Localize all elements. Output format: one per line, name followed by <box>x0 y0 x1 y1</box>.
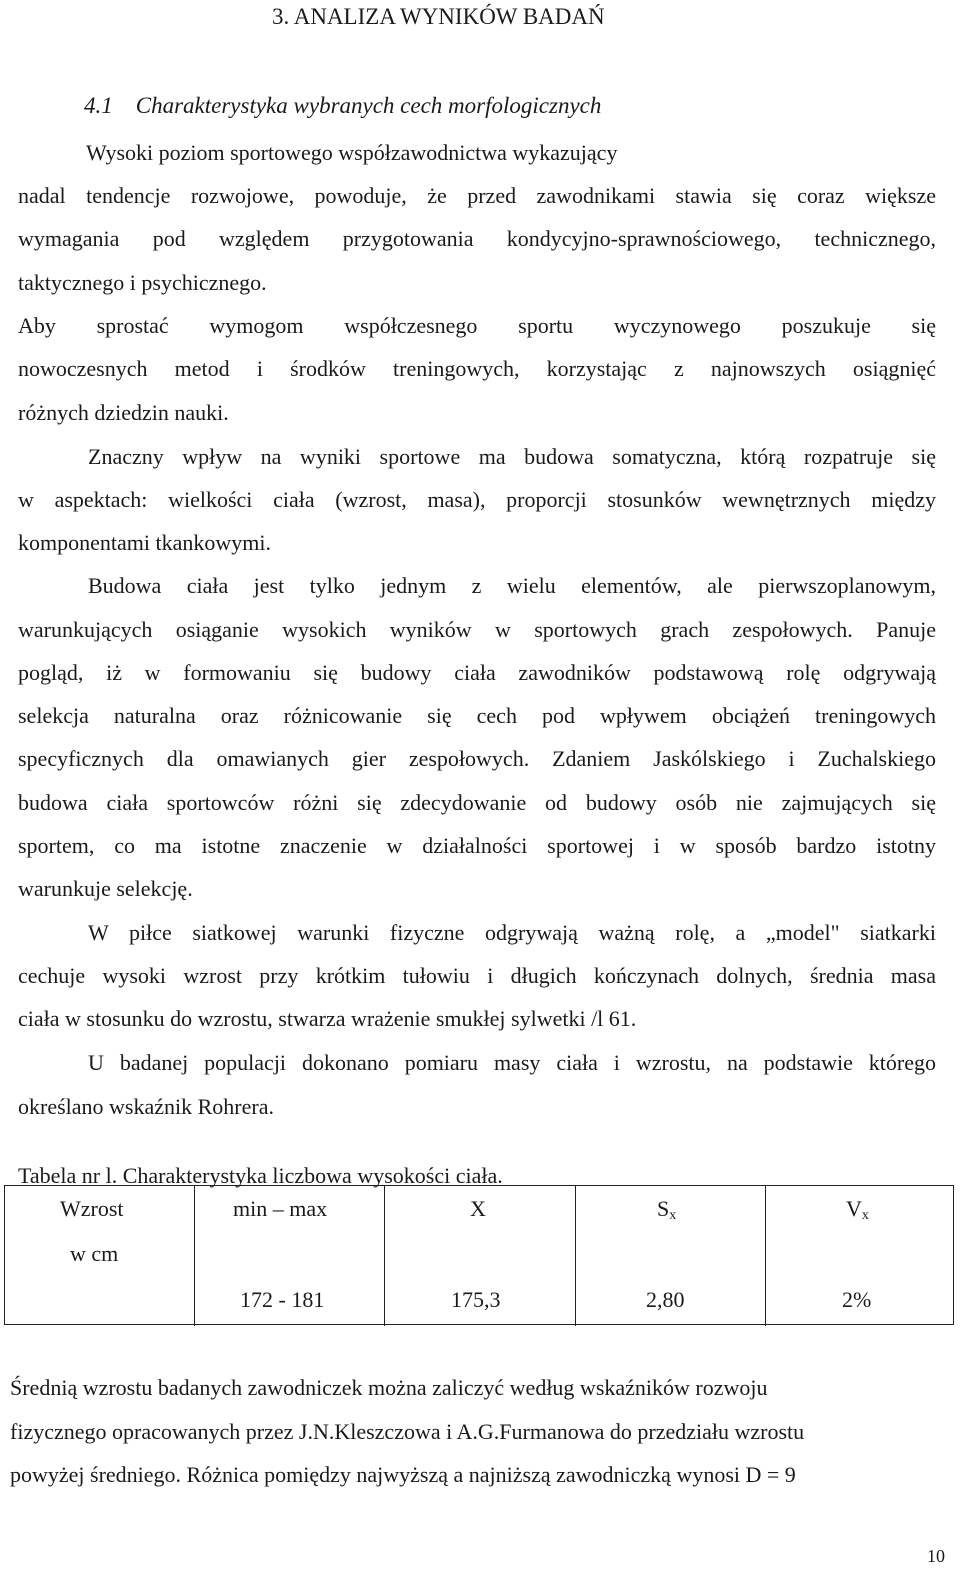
table-divider <box>194 1185 195 1326</box>
table-divider <box>575 1185 576 1326</box>
text-line: warunkuje selekcję. <box>18 876 193 901</box>
text-line: U badanej populacji dokonano pomiaru masy ciała i wzrostu, na podstawie którego <box>88 1050 936 1075</box>
text-line: fizycznego opracowanych przez J.N.Kleszczowa i A.G.Furmanowa do przedziału wzrostu <box>10 1419 805 1444</box>
table-divider <box>384 1185 385 1326</box>
table-cell-mean: 175,3 <box>451 1287 501 1312</box>
text-line: w aspektach: wielkości ciała (wzrost, masa), proporcji stosunków wewnętrznych między <box>18 487 936 512</box>
text-line: pogląd, iż w formowaniu się budowy ciała zawodników podstawową rolę odgrywają <box>18 660 936 685</box>
table-header-wzrost: Wzrost <box>60 1196 124 1221</box>
table-cell-cv: 2% <box>842 1287 872 1312</box>
text-line: warunkujących osiąganie wysokich wyników w sportowych grach zespołowych. Panuje <box>18 617 936 642</box>
text-line: nowoczesnych metod i środków treningowych, korzystając z najnowszych osiągnięć <box>18 356 936 381</box>
section-heading <box>84 93 601 119</box>
cv-subscript: x <box>861 1208 869 1223</box>
text-line: sportem, co ma istotne znaczenie w działalności sportowej i w sposób bardzo istotny <box>18 833 936 858</box>
text-line: różnych dziedzin nauki. <box>18 400 229 425</box>
sd-subscript: x <box>669 1208 677 1223</box>
table-header-mean: X <box>470 1196 486 1221</box>
text-line: Znaczny wpływ na wyniki sportowe ma budowa somatyczna, którą rozpatruje się <box>88 444 936 469</box>
table-divider <box>765 1185 766 1326</box>
table-cell-minmax: 172 - 181 <box>240 1287 325 1312</box>
table-caption: Tabela nr l. Charakterystyka liczbowa wysokości ciała. <box>18 1163 503 1188</box>
text-line: Średnią wzrostu badanych zawodniczek można zaliczyć według wskaźników rozwoju <box>10 1375 768 1400</box>
text-line: selekcja naturalna oraz różnicowanie się cech pod wpływem obciążeń treningowych <box>18 703 936 728</box>
text-line: powyżej średniego. Różnica pomiędzy najwyższą a najniższą zawodniczką wynosi D = 9 <box>10 1462 796 1487</box>
text-line: określano wskaźnik Rohrera. <box>18 1094 274 1119</box>
text-line: wymagania pod względem przygotowania kondycyjno-sprawnościowego, technicznego, <box>18 226 936 251</box>
table-header-cv <box>846 1196 869 1229</box>
text-line: komponentami tkankowymi. <box>18 530 271 555</box>
text-line: Budowa ciała jest tylko jednym z wielu elementów, ale pierwszoplanowym, <box>88 573 936 598</box>
chapter-title: 3. ANALIZA WYNIKÓW BADAŃ <box>272 4 605 29</box>
sd-symbol: S <box>657 1196 670 1221</box>
text-line: Wysoki poziom sportowego współzawodnictwa wykazujący <box>86 140 618 165</box>
section-number: 4.1 <box>84 93 113 118</box>
text-line: budowa ciała sportowców różni się zdecydowanie od budowy osób nie zajmujących się <box>18 790 936 815</box>
page-number: 10 <box>927 1546 945 1566</box>
cv-symbol: V <box>846 1196 862 1221</box>
text-line: cechuje wysoki wzrost przy krótkim tułowiu i długich kończynach dolnych, średnia masa <box>18 963 936 988</box>
table-header-sd <box>657 1196 676 1229</box>
text-line: taktycznego i psychicznego. <box>18 270 267 295</box>
table-cell-sd: 2,80 <box>646 1287 685 1312</box>
text-line: Aby sprostać wymogom współczesnego sportu wyczynowego poszukuje się <box>18 313 936 338</box>
text-line: nadal tendencje rozwojowe, powoduje, że przed zawodnikami stawia się coraz większe <box>18 183 936 208</box>
text-line: ciała w stosunku do wzrostu, stwarza wrażenie smukłej sylwetki /l 61. <box>18 1006 637 1031</box>
text-line: specyficznych dla omawianych gier zespołowych. Zdaniem Jaskólskiego i Zuchalskiego <box>18 746 936 771</box>
section-title: Charakterystyka wybranych cech morfologicznych <box>135 93 602 118</box>
table-header-unit: w cm <box>70 1241 119 1266</box>
table-header-minmax: min – max <box>233 1196 328 1221</box>
text-line: W piłce siatkowej warunki fizyczne odgrywają ważną rolę, a „model" siatkarki <box>88 920 936 945</box>
